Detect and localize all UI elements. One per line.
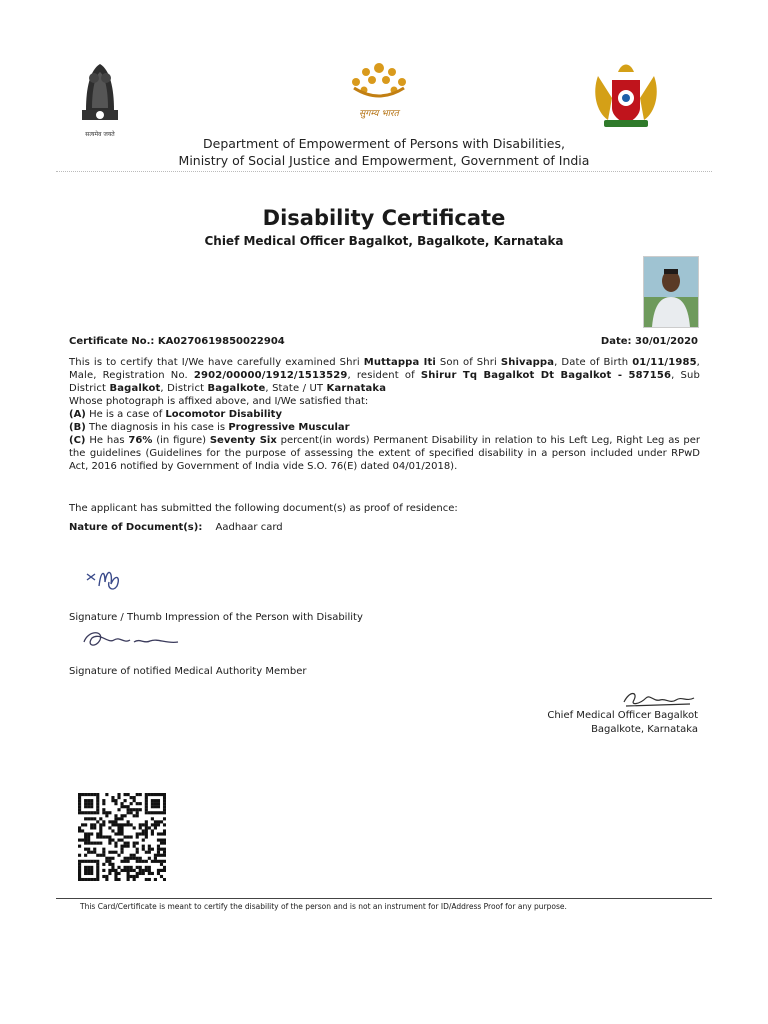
sugamya-caption: सुगम्य भारत — [359, 109, 399, 119]
finding-c-text3: percent(in words) Permanent Disability in relation to his Left Leg, Right Leg as per the guidelines (Guidelines for the purpose of assessing the extent of specified disability in a person included under RPwD Act, 2016 notified by Government of India vide S.O. 76(E) dated 04/01/2018). — [69, 435, 701, 472]
photo-statement: Whose photograph is affixed above, and I/We satisfied that: — [69, 396, 369, 407]
state-label: , State / UT — [265, 383, 324, 394]
date-label: Date: — [600, 336, 632, 347]
finding-a-text: He is a case of — [89, 409, 163, 420]
district-value: Bagalkote — [207, 383, 266, 394]
father-name: Shivappa — [500, 357, 555, 368]
intro-text: This is to certify that I/We have carefully examined Shri — [69, 357, 360, 368]
cmo-block — [547, 709, 698, 737]
address-value: Shirur Tq Bagalkot Dt Bagalkot - 587156 — [420, 370, 672, 381]
cmo-line-1: Chief Medical Officer Bagalkot — [547, 710, 698, 721]
person-details — [69, 356, 700, 395]
ashoka-emblem-icon — [72, 58, 128, 138]
finding-c-text2: (in figure) — [156, 435, 206, 446]
applicant-photo — [643, 256, 699, 328]
authority-signature-image — [78, 626, 188, 654]
finding-c-words: Seventy Six — [209, 435, 277, 446]
certificate-number — [69, 336, 285, 347]
person-signature-label: Signature / Thumb Impression of the Person with Disability — [69, 612, 363, 623]
finding-c-label: (C) — [69, 435, 86, 446]
finding-c-percent: 76% — [128, 435, 153, 446]
registration-number: 2902/00000/1912/1513529 — [193, 370, 348, 381]
sub-district-value: Bagalkot — [109, 383, 161, 394]
emblem-caption: सत्यमेव जयते — [85, 131, 115, 138]
qr-code-icon — [78, 793, 166, 881]
department-line-1: Department of Empowerment of Persons with Disabilities, — [203, 136, 565, 151]
department-line-2: Ministry of Social Justice and Empowerment, Government of India — [178, 153, 590, 168]
finding-c — [69, 434, 700, 473]
certificate-number-label: Certificate No.: — [69, 336, 155, 347]
finding-a-label: (A) — [69, 409, 86, 420]
finding-b-value: Progressive Muscular — [228, 422, 350, 433]
finding-b — [69, 421, 700, 434]
district-label: , District — [160, 383, 205, 394]
cmo-line-2: Bagalkote, Karnataka — [591, 724, 698, 735]
state-value: Karnataka — [326, 383, 387, 394]
finding-b-text: The diagnosis in his case is — [88, 422, 226, 433]
nature-of-document — [69, 522, 283, 533]
gender-registration-text: , Male, Registration No. — [69, 357, 701, 381]
finding-a-value: Locomotor Disability — [165, 409, 282, 420]
person-name: Muttappa Iti — [363, 357, 436, 368]
footer-disclaimer: This Card/Certificate is meant to certify the disability of the person and is not an instrument for ID/Address Proof for any purpose. — [80, 902, 567, 911]
son-of-text: Son of Shri — [439, 357, 497, 368]
certificate-body — [69, 356, 700, 473]
authority-signature-label: Signature of notified Medical Authority Member — [69, 666, 307, 677]
residence-statement: The applicant has submitted the following document(s) as proof of residence: — [69, 503, 458, 514]
resident-of-text: , resident of — [347, 370, 415, 381]
date-value: 30/01/2020 — [635, 336, 698, 347]
dob-value: 01/11/1985 — [632, 357, 697, 368]
department-header — [0, 135, 768, 169]
certificate-issuer: Chief Medical Officer Bagalkot, Bagalkote, Karnataka — [204, 234, 564, 248]
footer-divider — [56, 898, 712, 899]
sub-district-label: , Sub District — [69, 370, 700, 394]
cmo-signature-image — [620, 688, 702, 710]
certificate-number-value: KA0270619850022904 — [157, 336, 285, 347]
sugamya-bharat-logo-icon — [344, 58, 414, 120]
dob-label: , Date of Birth — [554, 357, 629, 368]
nature-value: Aadhaar card — [215, 522, 283, 533]
certificate-date — [601, 336, 698, 347]
karnataka-emblem-icon — [590, 58, 662, 132]
person-signature-image — [69, 560, 139, 600]
header-divider — [56, 171, 712, 172]
nature-label: Nature of Document(s): — [69, 522, 203, 533]
finding-b-label: (B) — [69, 422, 86, 433]
finding-c-text1: He has — [89, 435, 125, 446]
certificate-title: Disability Certificate — [262, 206, 506, 230]
finding-a — [69, 408, 700, 421]
